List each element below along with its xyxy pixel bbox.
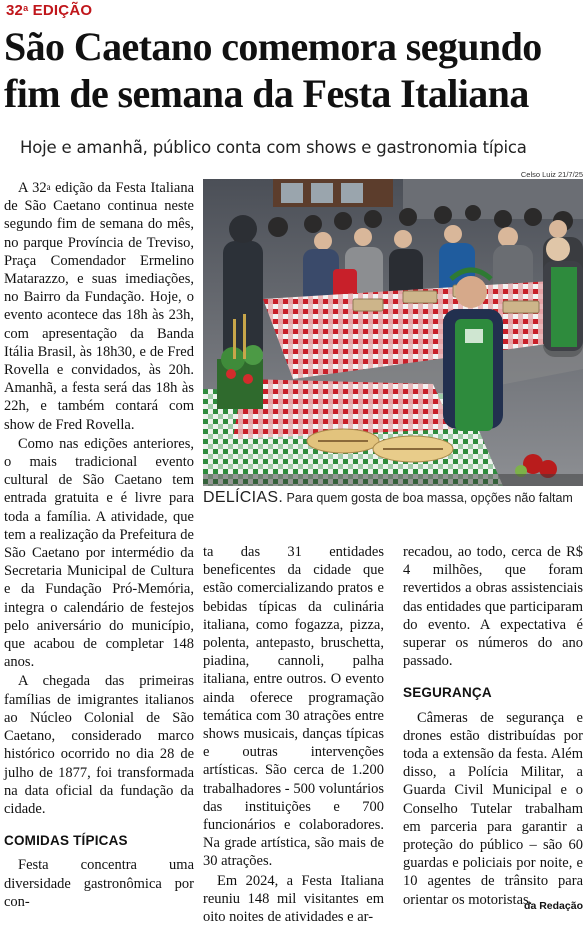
column-3 bbox=[403, 543, 583, 909]
festival-photo bbox=[203, 179, 583, 486]
column-2 bbox=[203, 543, 384, 926]
section-heading-seguranca: SEGURANÇA bbox=[403, 685, 492, 701]
photo-caption bbox=[203, 489, 583, 507]
edition-kicker: 32$^a$ EDIÇÃO bbox=[6, 2, 93, 19]
paragraph-5-continued: recadou, ao todo, cerca de R$ 4 milhões, que foram revertidos a obras assistenciais das entidades que participaram do evento. A expectativa é superar os números do ano passado. bbox=[403, 544, 583, 670]
paragraph-3: A chegada das primeiras famílias de imigrantes italianos ao Núcleo Colonial de São Caetano, considerado marco histórico ocorrido no dia 28 de julho de 1877, foi transformada na data oficial da fundação da cidade. bbox=[4, 673, 194, 817]
headline-line-1: São Caetano comemora segundo bbox=[4, 24, 542, 69]
paragraph-6: Câmeras de segurança e drones estão distribuídas por toda a extensão da festa. Além disso, a Polícia Militar, a Guarda Civil Municipal e o Conselho Tutelar trabalham em parceria para garantir a proteção do público – são 60 guardas e policiais por noite, e 10 agentes de trânsito para orientar os motoristas. bbox=[403, 709, 583, 908]
paragraph-4-continued: ta das 31 entidades beneficentes da cidade que estão comercializando pratos e bebidas típicas da culinária italiana, como fogazza, pizza, polenta, antepasto, bruschetta, piadina, cannoli, palha italiana, entre outros. O evento ainda oferece programação temática com 30 atrações entre shows musicais, danças típicas e outras intervenções artísticas. São cerca de 1.200 trabalhadores - 500 voluntários das instituições e 700 funcionários e colaboradores. Na grade artística, são mais de 30 atrações. bbox=[203, 544, 384, 870]
paragraph-4-start: Festa concentra uma diversidade gastronômica por con- bbox=[4, 857, 194, 910]
subheadline: Hoje e amanhã, público conta com shows e gastronomia típica bbox=[20, 138, 527, 157]
paragraph-2: Como nas edições anteriores, o mais tradicional evento cultural de São Caetano tem entrada gratuita e é livre para toda a família. A atividade, que tem a realização da Prefeitura de São Caetano por intermédio da Secretaria Municipal de Cultura e da Fundação Pró-Memória, integra o calendário de festejos pelo aniversário do município, que acabou de completar 148 anos. bbox=[4, 435, 194, 671]
caption-text: Para quem gosta de boa massa, opções não faltam bbox=[283, 491, 573, 505]
paragraph-1: A 32$^a$ edição da Festa Italiana de São Caetano continua neste segundo fim de semana do mês, no parque Província de Treviso, Praça Comendador Ermelino Matarazzo, e suas imediações, no Bairro da Fundação. Hoje, o evento acontece das 18h às 23h, com apresentação da Banda Itália Brasil, às 18h30, e de Fred Rovella e convidados, às 20h. Amanhã, a festa será das 18h às 22h, e também contará com show de Fred Rovella. bbox=[4, 180, 195, 433]
byline: da Redação bbox=[524, 900, 583, 912]
paragraph-5-start: Em 2024, a Festa Italiana reuniu 148 mil visitantes em oito noites de atividades e ar- bbox=[203, 872, 384, 926]
headline-line-2: fim de semana da Festa Italiana bbox=[4, 71, 529, 116]
caption-lead: DELÍCIAS. bbox=[203, 489, 284, 506]
photo-credit: Celso Luiz 21/7/25 bbox=[520, 170, 583, 179]
column-1 bbox=[4, 179, 194, 911]
headline bbox=[4, 23, 588, 117]
festival-photo-illustration bbox=[203, 179, 583, 486]
section-heading-comidas: COMIDAS TÍPICAS bbox=[4, 833, 128, 849]
